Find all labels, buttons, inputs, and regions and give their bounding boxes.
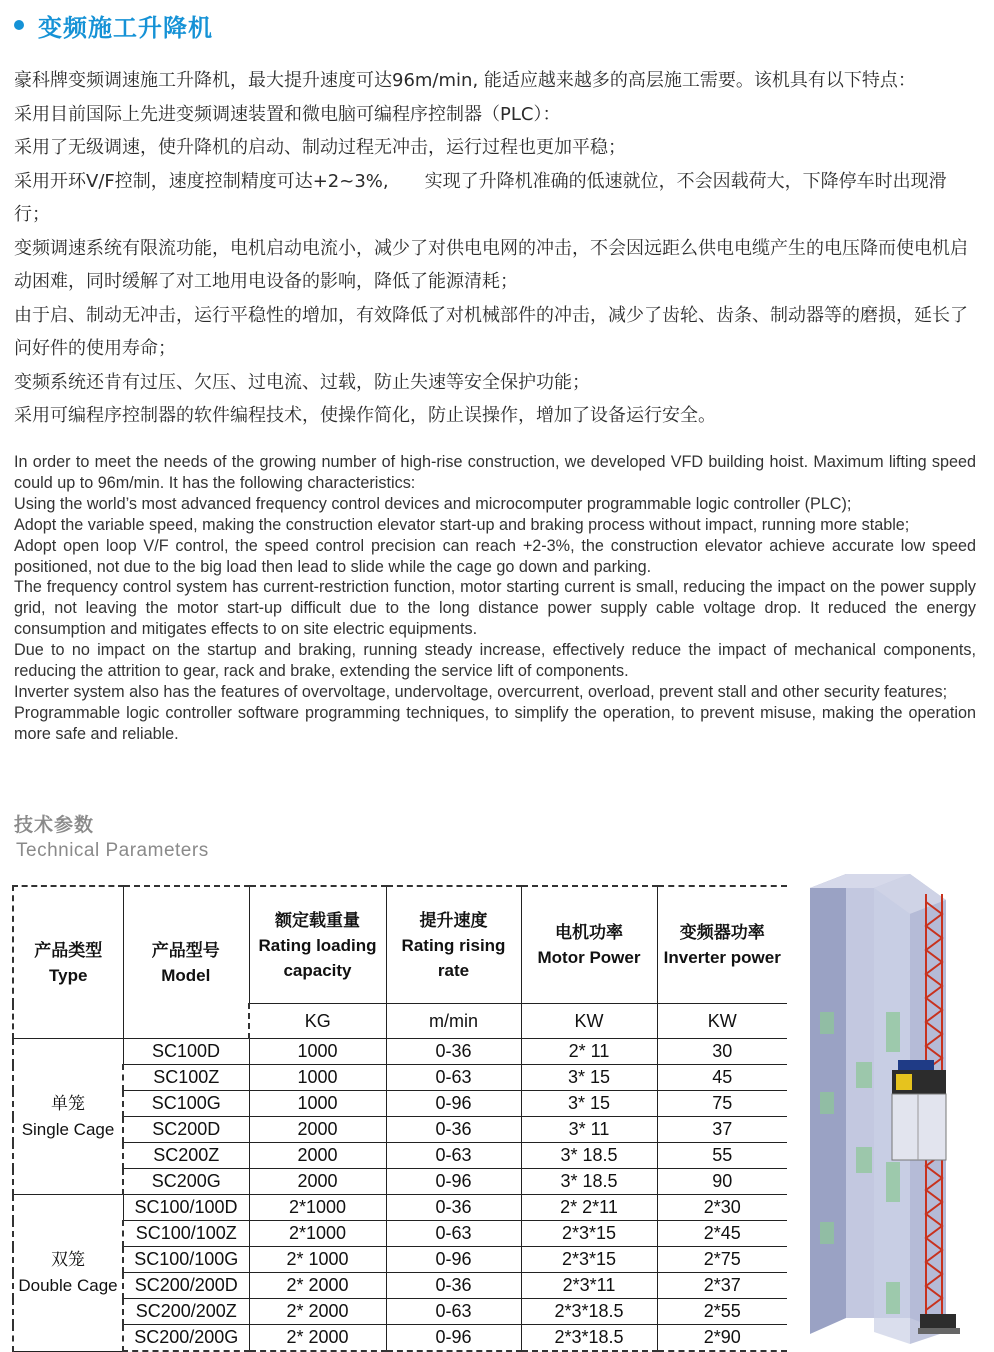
- hoist-cage: [892, 1060, 946, 1160]
- table-cell: SC200Z: [123, 1143, 249, 1169]
- table-header-row: [13, 886, 787, 1004]
- title-row: [14, 8, 213, 42]
- table-cell: 2* 2000: [249, 1273, 386, 1299]
- table-cell: 2* 2*11: [521, 1195, 657, 1221]
- unit-cell: m/min: [386, 1004, 521, 1039]
- table-cell: 3* 15: [521, 1091, 657, 1117]
- table-cell: 0-36: [386, 1039, 521, 1065]
- table-cell: 3* 18.5: [521, 1169, 657, 1195]
- table-cell: 2* 2000: [249, 1325, 386, 1352]
- table-row: [13, 1065, 787, 1091]
- type-group-cell: 单笼 Single Cage: [13, 1039, 123, 1195]
- table-row: [13, 1039, 787, 1065]
- en-paragraph: Inverter system also has the features of overvoltage, undervoltage, overcurrent, overload, prevent stall and other security features;: [14, 682, 948, 701]
- english-description: [14, 452, 976, 745]
- table-cell: 1000: [249, 1091, 386, 1117]
- table-cell: 45: [657, 1065, 787, 1091]
- en-paragraph: Using the world’s most advanced frequency control devices and microcomputer programmable logic controller (PLC);: [14, 494, 852, 513]
- zh-paragraph: 变频调速系统有限流功能，电机启动电流小，减少了对供电电网的冲击，不会因远距么供电电缆产生的电压降而使电机启动困难，同时缓解了对工地用电设备的影响，降低了能源清耗；: [14, 237, 968, 292]
- section-title-en: Technical Parameters: [16, 840, 209, 861]
- table-row: [13, 1273, 787, 1299]
- table-cell: SC100/100D: [123, 1195, 249, 1221]
- table-cell: SC100G: [123, 1091, 249, 1117]
- table-cell: SC100/100G: [123, 1247, 249, 1273]
- table-cell: 0-36: [386, 1117, 521, 1143]
- table-cell: 0-36: [386, 1273, 521, 1299]
- table-row: [13, 1221, 787, 1247]
- table-cell: 0-36: [386, 1195, 521, 1221]
- table-cell: 2*1000: [249, 1221, 386, 1247]
- table-row: [13, 1143, 787, 1169]
- table-cell: 75: [657, 1091, 787, 1117]
- header-model: 产品型号 Model: [123, 886, 249, 1039]
- table-cell: 3* 18.5: [521, 1143, 657, 1169]
- chinese-description: [14, 64, 976, 433]
- table-cell: 0-96: [386, 1169, 521, 1195]
- table-cell: 2* 11: [521, 1039, 657, 1065]
- base-enclosure: [918, 1314, 960, 1334]
- page-title: 变频施工升降机: [38, 13, 213, 42]
- table-cell: SC100Z: [123, 1065, 249, 1091]
- zh-paragraph: 采用可编程序控制器的软件编程技术，使操作简化，防止误操作，增加了设备运行安全。: [14, 405, 716, 426]
- unit-cell: KW: [657, 1004, 787, 1039]
- table-cell: SC200/200D: [123, 1273, 249, 1299]
- table-cell: 2*3*15: [521, 1247, 657, 1273]
- header-motor-power: 电机功率 Motor Power: [521, 886, 657, 1004]
- table-cell: 2000: [249, 1117, 386, 1143]
- table-cell: 2*3*15: [521, 1221, 657, 1247]
- type-group-cell: 双笼 Double Cage: [13, 1195, 123, 1352]
- header-rising-rate: 提升速度 Rating rising rate: [386, 886, 521, 1004]
- zh-paragraph: 变频系统还肯有过压、欠压、过电流、过载，防止失速等安全保护功能；: [14, 371, 590, 393]
- table-cell: 55: [657, 1143, 787, 1169]
- en-paragraph: The frequency control system has current-restriction function, motor starting current is small, reducing the impact on the power supply grid, not leaving the motor start-up difficult due to the long distance power supply cable voltage drop. It reduced the energy consumption and mitigates effects to on site electric equipments.: [14, 578, 976, 639]
- table-cell: SC200D: [123, 1117, 249, 1143]
- table-cell: 2*3*11: [521, 1273, 657, 1299]
- bullet-icon: [14, 20, 24, 30]
- en-paragraph: In order to meet the needs of the growing number of high-rise construction, we developed VFD building hoist. Maximum lifting speed could up to 96m/min. It has the following characteristics:: [14, 453, 976, 492]
- table-cell: SC200G: [123, 1169, 249, 1195]
- table-row: [13, 1247, 787, 1273]
- table-row: [13, 1195, 787, 1221]
- table-cell: 1000: [249, 1039, 386, 1065]
- table-cell: 30: [657, 1039, 787, 1065]
- header-loading-capacity: 额定载重量 Rating loading capacity: [249, 886, 386, 1004]
- table-cell: 2000: [249, 1143, 386, 1169]
- table-cell: 2*37: [657, 1273, 787, 1299]
- table-cell: SC100D: [123, 1039, 249, 1065]
- table-cell: 2*1000: [249, 1195, 386, 1221]
- table-cell: 2* 1000: [249, 1247, 386, 1273]
- table-cell: 0-63: [386, 1065, 521, 1091]
- section-title-zh: 技术参数: [14, 814, 95, 836]
- table-cell: SC200/200G: [123, 1325, 249, 1352]
- table-row: [13, 1117, 787, 1143]
- table-cell: 3* 15: [521, 1065, 657, 1091]
- table-cell: 2*45: [657, 1221, 787, 1247]
- table-row: [13, 1169, 787, 1195]
- table-cell: 2*55: [657, 1299, 787, 1325]
- table-cell: 0-96: [386, 1091, 521, 1117]
- table-row: [13, 1325, 787, 1352]
- table-cell: 2*90: [657, 1325, 787, 1352]
- table-cell: 2*75: [657, 1247, 787, 1273]
- table-cell: 1000: [249, 1065, 386, 1091]
- table-body: [13, 1039, 787, 1352]
- table-cell: 90: [657, 1169, 787, 1195]
- table-cell: SC100/100Z: [123, 1221, 249, 1247]
- unit-cell: KW: [521, 1004, 657, 1039]
- hoist-illustration: [800, 862, 980, 1344]
- table-cell: 2000: [249, 1169, 386, 1195]
- zh-paragraph: 由于启、制动无冲击，运行平稳性的增加，有效降低了对机械部件的冲击，减少了齿轮、齿条、制动器等的磨损，延长了问好件的使用寿命；: [14, 304, 968, 359]
- header-inverter-power: 变频器功率 Inverter power: [657, 886, 787, 1004]
- zh-paragraph: 采用开环V/F控制，速度控制精度可达+2~3%, 实现了升降机准确的低速就位，不会因载荷大，下降停车时出现滑行；: [14, 170, 947, 225]
- table-cell: SC200/200Z: [123, 1299, 249, 1325]
- table-row: [13, 1299, 787, 1325]
- table-cell: 0-96: [386, 1247, 521, 1273]
- table-cell: 0-63: [386, 1221, 521, 1247]
- en-paragraph: Adopt open loop V/F control, the speed control precision can reach +2-3%, the construction elevator achieve accurate low speed positioned, not due to the big load then lead to slide while the cage go down and parking.: [14, 536, 976, 576]
- table-cell: 0-63: [386, 1143, 521, 1169]
- table-cell: 3* 11: [521, 1117, 657, 1143]
- table-cell: 2*3*18.5: [521, 1325, 657, 1352]
- en-paragraph: Adopt the variable speed, making the construction elevator start-up and braking process without impact, running more stable;: [14, 515, 910, 534]
- table-cell: 0-96: [386, 1325, 521, 1352]
- table-cell: 0-63: [386, 1299, 521, 1325]
- unit-cell: KG: [249, 1004, 386, 1039]
- table-row: [13, 1091, 787, 1117]
- technical-parameters-table: [12, 885, 787, 1352]
- en-paragraph: Programmable logic controller software programming techniques, to simplify the operation, to prevent misuse, making the operation more safe and reliable.: [14, 703, 976, 743]
- zh-paragraph: 采用了无级调速，使升降机的启动、制动过程无冲击，运行过程也更加平稳；: [14, 137, 626, 158]
- table-cell: 37: [657, 1117, 787, 1143]
- zh-paragraph: 豪科牌变频调速施工升降机，最大提升速度可达96m/min, 能适应越来越多的高层施工需要。该机具有以下特点：: [14, 70, 916, 91]
- table-cell: 2*3*18.5: [521, 1299, 657, 1325]
- table-cell: 2*30: [657, 1195, 787, 1221]
- header-type: 产品类型 Type: [13, 886, 123, 1039]
- table-cell: 2* 2000: [249, 1299, 386, 1325]
- zh-paragraph: 采用目前国际上先进变频调速装置和微电脑可编程序控制器（PLC）：: [14, 103, 561, 125]
- en-paragraph: Due to no impact on the startup and braking, running steady increase, effectively reduce the impact of mechanical components, reducing the attrition to gear, rack and brake, extending the service lift of components.: [14, 641, 976, 681]
